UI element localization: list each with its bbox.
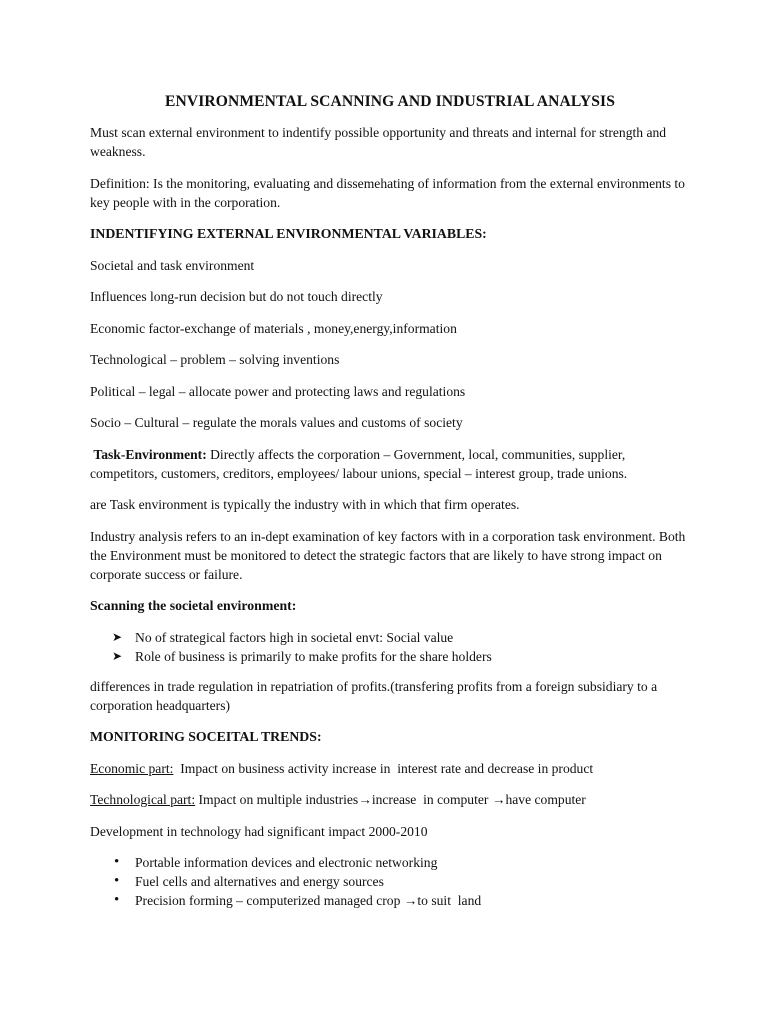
definition-paragraph: Definition: Is the monitoring, evaluating and dissemehating of information from the external environments to key people with in the corporation.: [90, 175, 685, 210]
arrow-list: [90, 628, 690, 666]
line-economic-factor: Economic factor-exchange of materials , money,energy,information: [90, 320, 457, 336]
arrow-bullet-icon: ➤: [112, 629, 123, 644]
development-paragraph: Development in technology had significant impact 2000-2010: [90, 823, 428, 839]
list-item: [90, 872, 690, 891]
differences-paragraph: differences in trade regulation in repatriation of profits.(transfering profits from a foreign subsidiary to a corporation headquarters): [90, 678, 658, 713]
economic-part-paragraph: [90, 759, 690, 778]
industry-analysis-paragraph: Industry analysis refers to an in-dept examination of key factors with in a corporation task environment. Both the Environment must be monitored to detect the strategic factors that are likely to have strong impact on corporate success or failure.: [90, 528, 686, 582]
line-technological: Technological – problem – solving inventions: [90, 352, 340, 367]
document-title: ENVIRONMENTAL SCANNING AND INDUSTRIAL ANALYSIS: [165, 93, 615, 110]
list-item: [90, 853, 690, 872]
task-environment-note: are Task environment is typically the industry with in which that firm operates.: [90, 497, 520, 512]
task-environment-label: Task-Environment:: [93, 446, 207, 462]
section-heading-monitoring-trends: MONITORING SOCEITAL TRENDS:: [90, 729, 322, 744]
line-influences: Influences long-run decision but do not touch directly: [90, 289, 383, 304]
bullet-dot-icon: •: [114, 854, 120, 870]
bullet-list: [90, 853, 690, 910]
list-item-text: Fuel cells and alternatives and energy sources: [135, 874, 384, 889]
technological-part-paragraph: [90, 790, 690, 809]
task-environment-paragraph: [90, 445, 690, 483]
technological-part-text: Impact on multiple industries→increase in computer →have computer: [195, 792, 586, 807]
arrow-bullet-icon: ➤: [112, 648, 123, 663]
economic-part-text: Impact on business activity increase in interest rate and decrease in product: [173, 760, 594, 776]
technological-part-label: Technological part:: [90, 792, 196, 807]
list-item-text: Precision forming – computerized managed crop →to suit land: [135, 893, 482, 908]
list-item-text: Portable information devices and electronic networking: [135, 855, 438, 870]
section-heading-scanning-societal: Scanning the societal environment:: [90, 598, 297, 613]
bullet-dot-icon: •: [114, 892, 120, 908]
list-item: [90, 891, 690, 910]
list-item: [90, 628, 690, 647]
line-political: Political – legal – allocate power and protecting laws and regulations: [90, 383, 466, 399]
bullet-dot-icon: •: [114, 873, 120, 889]
document-body: [90, 92, 690, 921]
list-item-text: Role of business is primarily to make profits for the share holders: [135, 648, 492, 664]
intro-paragraph: Must scan external environment to indentify possible opportunity and threats and internal for strength and weakness.: [90, 125, 667, 159]
economic-part-label: Economic part:: [90, 760, 174, 776]
list-item: [90, 647, 690, 666]
line-socio-cultural: Socio – Cultural – regulate the morals values and customs of society: [90, 415, 463, 430]
line-societal-task: Societal and task environment: [90, 257, 255, 273]
list-item-text: No of strategical factors high in societal envt: Social value: [135, 629, 454, 645]
task-environment-text: Directly affects the corporation – Government, local, communities, supplier, competitors, customers, creditors, employees/ labour unions, special – interest group, trade unions.: [90, 446, 628, 481]
section-heading-external-variables: INDENTIFYING EXTERNAL ENVIRONMENTAL VARIABLES:: [90, 226, 487, 241]
